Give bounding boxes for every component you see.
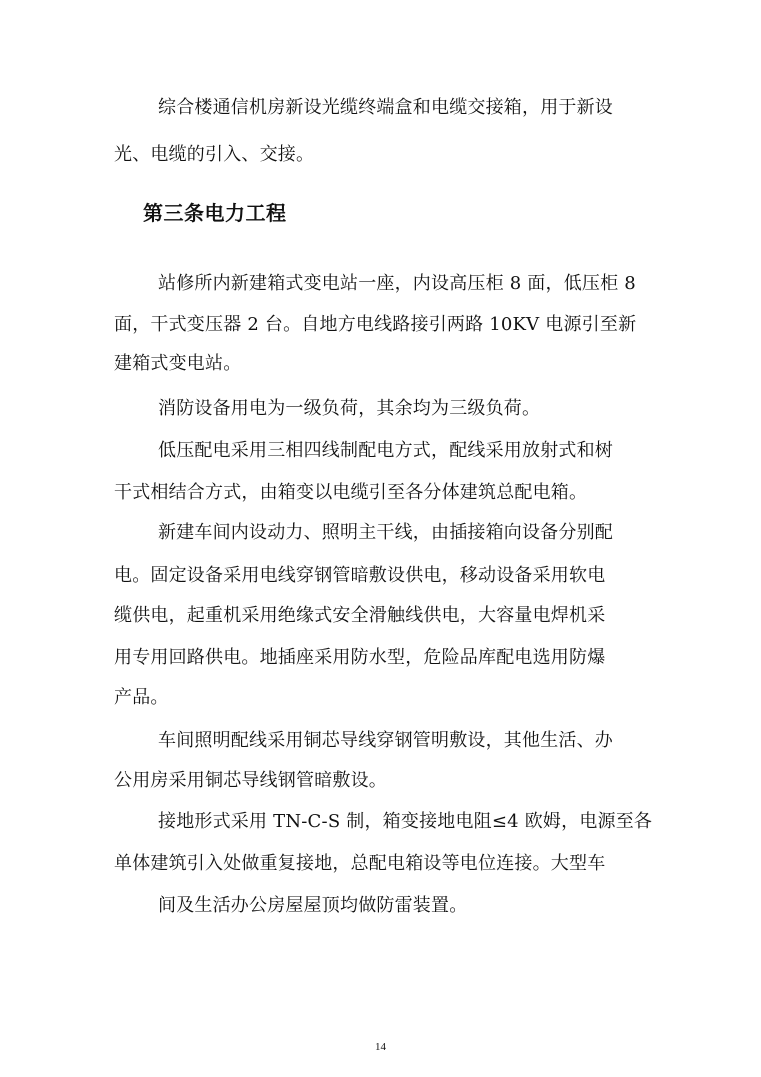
paragraph-line: 车间照明配线采用铜芯导线穿钢管明敷设，其他生活、办 — [158, 730, 613, 751]
page-number: 14 — [375, 1041, 386, 1053]
paragraph-line: 单体建筑引入处做重复接地，总配电箱设等电位连接。大型车 — [114, 853, 606, 874]
paragraph-line: 缆供电，起重机采用绝缘式安全滑触线供电，大容量电焊机采 — [114, 605, 606, 626]
paragraph-line: 间及生活办公房屋屋顶均做防雷装置。 — [158, 895, 468, 916]
paragraph-line: 综合楼通信机房新设光缆终端盒和电缆交接箱，用于新设 — [158, 97, 613, 118]
paragraph-line: 公用房采用铜芯导线钢管暗敷设。 — [114, 770, 387, 791]
paragraph-line: 站修所内新建箱式变电站一座，内设高压柜 8 面，低压柜 8 — [158, 273, 636, 294]
paragraph-line: 面，干式变压器 2 台。自地方电线路接引两路 10KV 电源引至新 — [114, 314, 637, 335]
paragraph-line: 低压配电采用三相四线制配电方式，配线采用放射式和树 — [158, 440, 613, 461]
paragraph-line: 产品。 — [114, 687, 169, 708]
paragraph-line: 电。固定设备采用电线穿钢管暗敷设供电，移动设备采用软电 — [114, 565, 606, 586]
paragraph-line: 光、电缆的引入、交接。 — [114, 144, 315, 165]
paragraph-line: 接地形式采用 TN-C-S 制，箱变接地电阻≤4 欧姆，电源至各 — [158, 811, 653, 832]
paragraph-line: 干式相结合方式，由箱变以电缆引至各分体建筑总配电箱。 — [114, 482, 588, 503]
paragraph-line: 消防设备用电为一级负荷，其余均为三级负荷。 — [158, 398, 541, 419]
section-heading: 第三条电力工程 — [143, 201, 287, 225]
paragraph-line: 用专用回路供电。地插座采用防水型，危险品库配电选用防爆 — [114, 647, 606, 668]
paragraph-line: 建箱式变电站。 — [114, 353, 242, 374]
paragraph-line: 新建车间内设动力、照明主干线，由插接箱向设备分别配 — [158, 522, 613, 543]
